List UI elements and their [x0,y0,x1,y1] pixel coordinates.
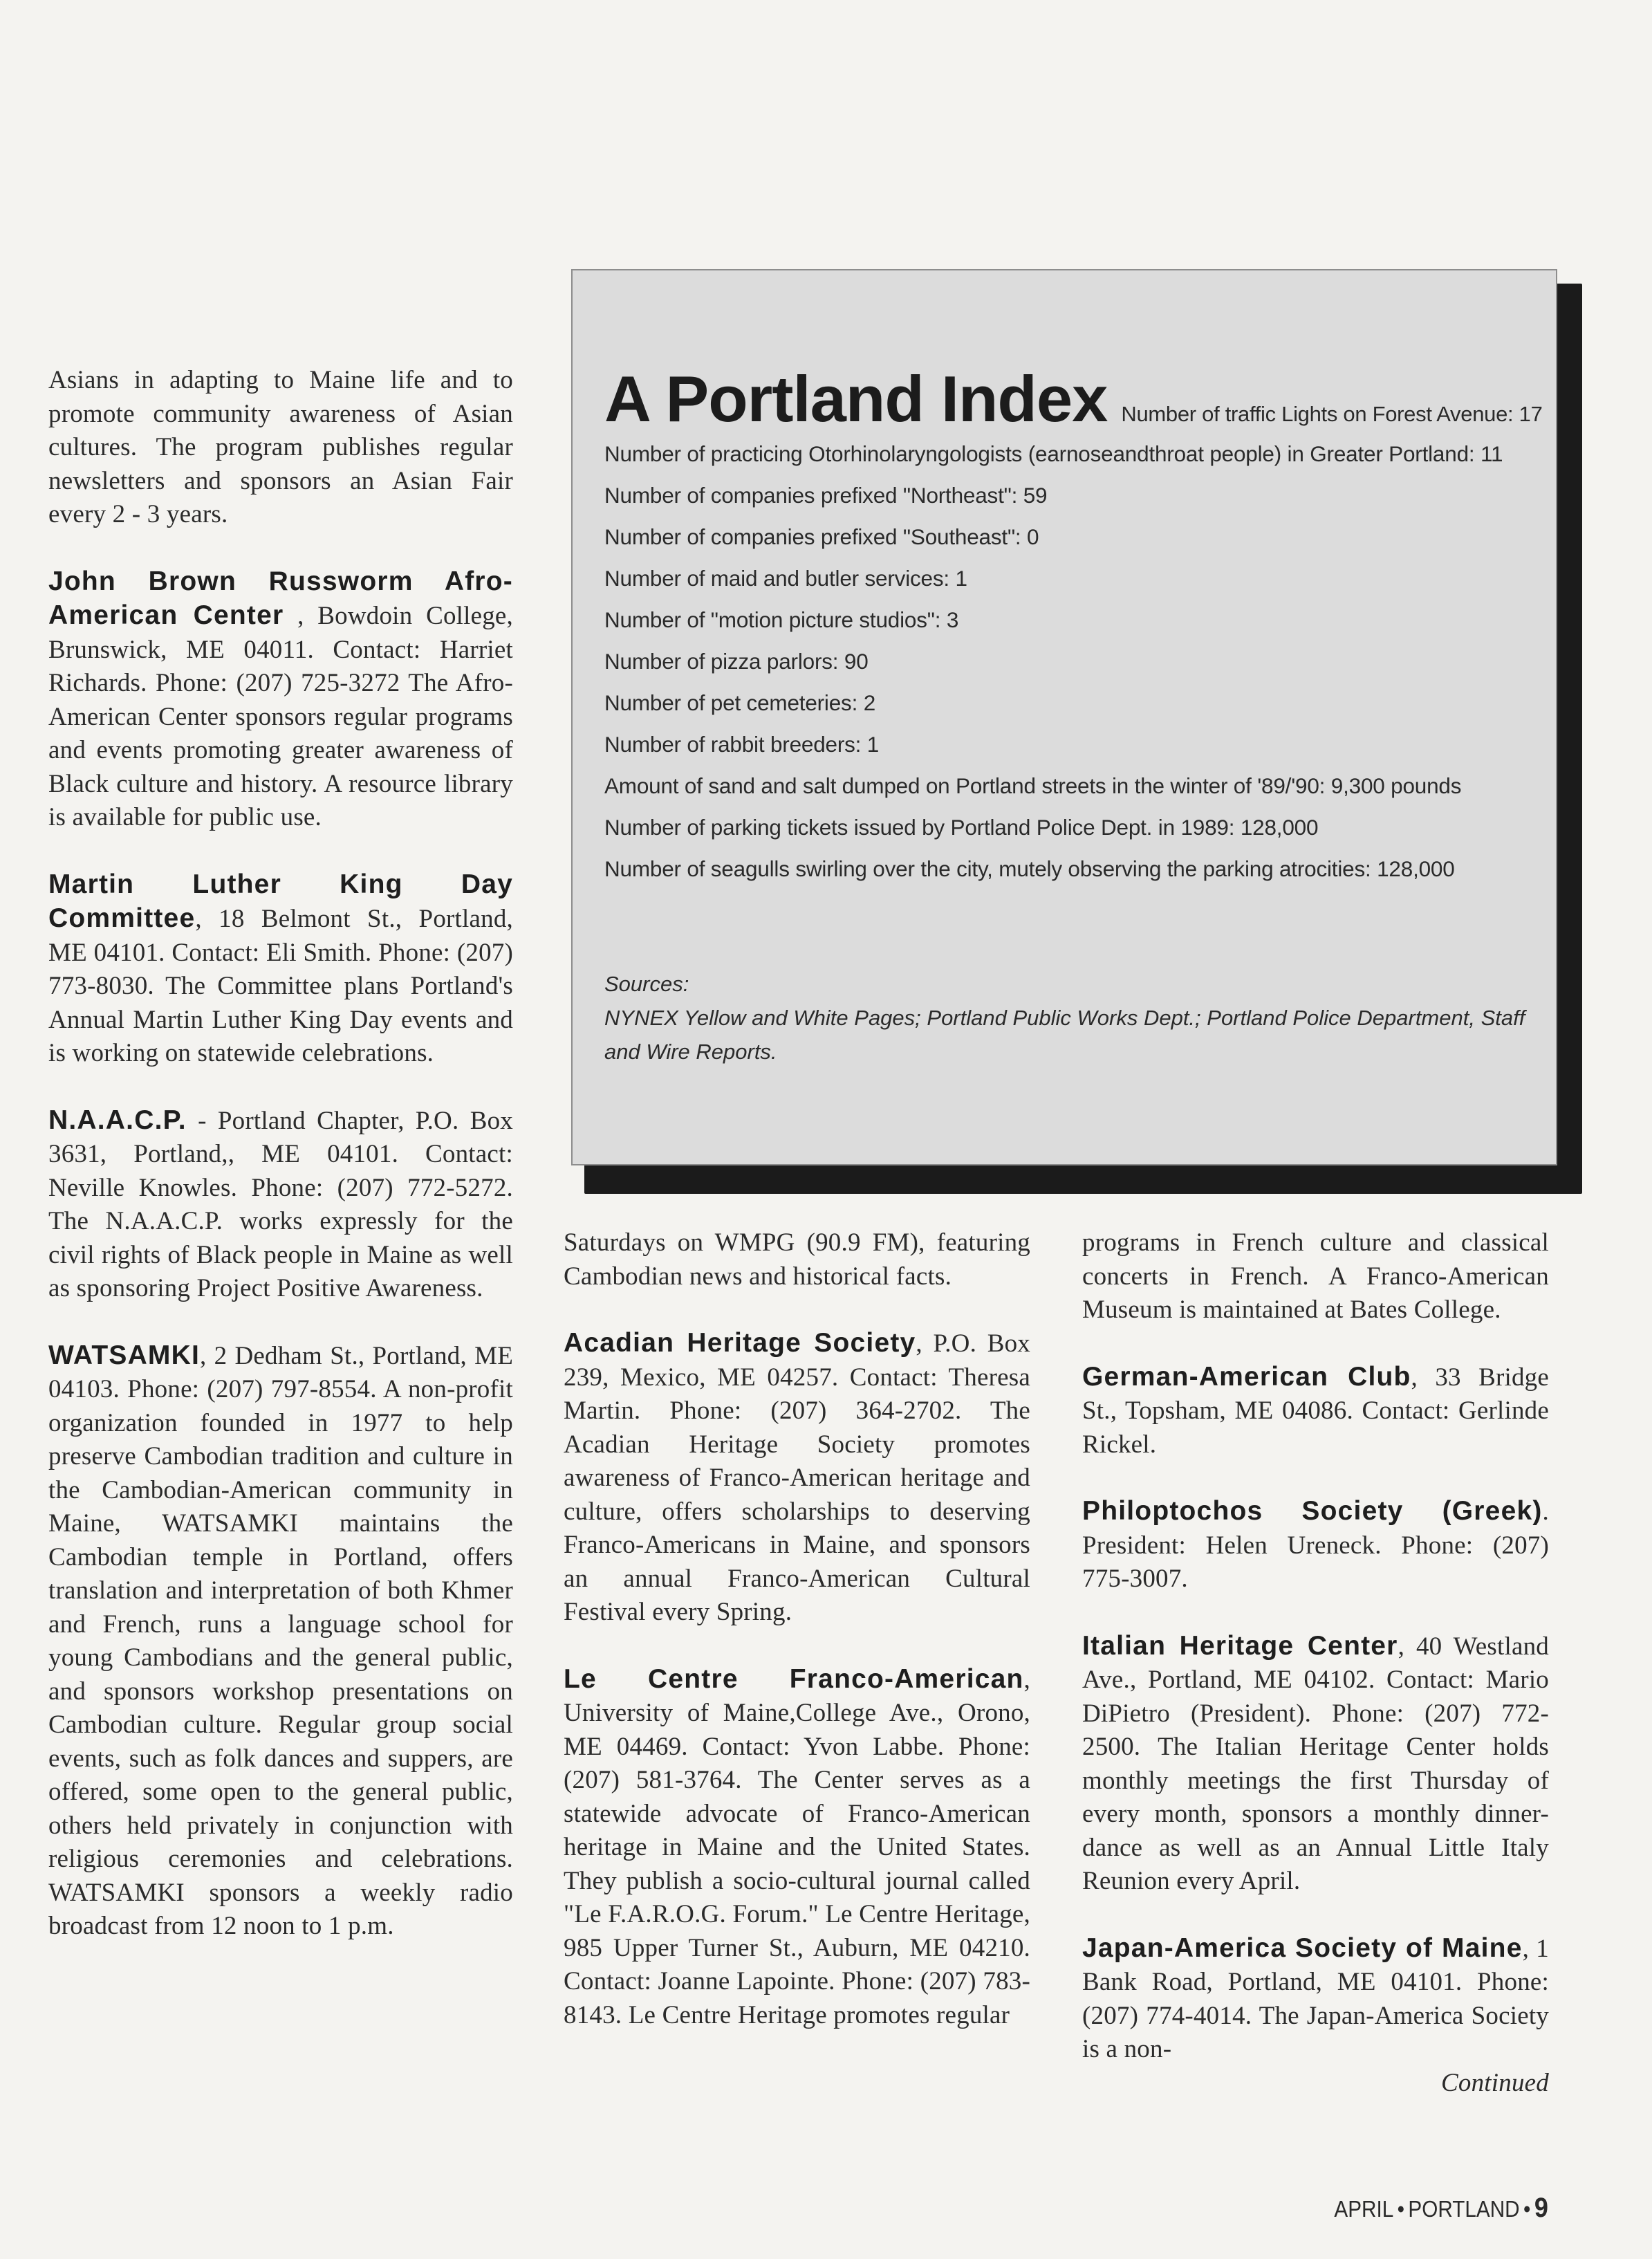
organization-details: , 40 Westland Ave., Portland, ME 04102. Contact: Mario DiPietro (President). Phone: (207) 772-2500. The Italian Heritage Center holds monthly meetings the first Thursday of every month, sponsors a monthly dinner-dance as well as an Annual Little Italy Reunion every April. [1082,1632,1549,1895]
footer-month: APRIL [1334,2196,1394,2222]
organization-name: Le Centre Franco-American [564,1663,1024,1694]
organization-name: Japan-America Society of Maine [1082,1933,1523,1963]
listing-entry [48,1104,513,1306]
index-item: Amount of sand and salt dumped on Portland streets in the winter of '89/'90: 9,300 pounds [604,773,1462,798]
article-column-3 [1082,1226,1549,2100]
footer-magazine: PORTLAND [1408,2196,1520,2222]
index-item: Number of practicing Otorhinolaryngologists (earnoseandthroat people) in Greater Portland: 11 [604,441,1503,466]
index-item: Number of seagulls swirling over the city, mutely observing the parking atrocities: 128,000 [604,856,1455,881]
portland-index-box [571,269,1557,1165]
organization-details: . President: Helen Ureneck. Phone: (207) 775-3007. [1082,1497,1549,1593]
continued-label: Continued [1441,2068,1549,2097]
bullet-icon: • [1397,2196,1405,2222]
index-title: A Portland Index [604,362,1108,435]
index-item: Number of pizza parlors: 90 [604,649,869,674]
index-title-row [604,362,1543,436]
continued-paragraph: Asians in adapting to Maine life and to promote community awareness of Asian cultures. The program publishes regular newsletters and sponsors an Asian Fair every 2 - 3 years. [48,366,513,528]
continued-paragraph: Saturdays on WMPG (90.9 FM), featuring Cambodian news and historical facts. [564,1228,1030,1291]
organization-details: , 18 Belmont St., Portland, ME 04101. Contact: Eli Smith. Phone: (207) 773-8030. The Committee plans Portland's Annual Martin Luther King Day events and is working on statewide celebrations. [48,905,513,1067]
listing-entry [1082,1495,1549,1596]
bullet-icon: • [1523,2196,1531,2222]
organization-details: , 1 Bank Road, Portland, ME 04101. Phone: (207) 774-4014. The Japan-America Society is a non- [1082,1934,1549,2063]
organization-details: - Portland Chapter, P.O. Box 3631, Portland,, ME 04101. Contact: Neville Knowles. Phone: (207) 772-5272. The N.A.A.C.P. works expressly for the civil rights of Black people in Maine as well as sponsoring Project Positive Awareness. [48,1106,513,1302]
organization-details: , P.O. Box 239, Mexico, ME 04257. Contact: Theresa Martin. Phone: (207) 364-2702. The Acadian Heritage Society promotes awareness of Franco-American heritage and culture, offers scholarships to deserving Franco-Americans in Maine, and sponsors an annual Franco-American Cultural Festival every Spring. [564,1329,1030,1626]
index-item: Number of pet cemeteries: 2 [604,690,876,715]
page-footer [1335,2193,1548,2224]
listing-entry [564,1663,1030,2033]
index-item: Number of "motion picture studios": 3 [604,607,959,632]
index-list [604,437,1531,894]
page-number: 9 [1534,2193,1548,2223]
organization-name: Italian Heritage Center [1082,1630,1398,1661]
organization-details: , University of Maine,College Ave., Orono, ME 04469. Contact: Yvon Labbe. Phone: (207) 581-3764. The Center serves as a statewide advocate of Franco-American heritage in Maine and the United States. They publish a socio-cultural journal called "Le F.A.R.O.G. Forum." Le Centre Heritage, 985 Upper Turner St., Auburn, ME 04210. Contact: Joanne Lapointe. Phone: (207) 783-8143. Le Centre Heritage promotes regular [564,1665,1030,2029]
index-item: Number of companies prefixed "Southeast": 0 [604,524,1039,549]
organization-name: Acadian Heritage Society [564,1328,916,1358]
continued-paragraph: programs in French culture and classical concerts in French. A Franco-American Museum is maintained at Bates College. [1082,1228,1549,1324]
listing-entry [48,1339,513,1944]
listing-entry [48,868,513,1071]
organization-details: , 2 Dedham St., Portland, ME 04103. Phone: (207) 797-8554. A non-profit organization founded in 1977 to help preserve Cambodian tradition and culture in the Cambodian-American community in Maine, WATSAMKI maintains the Cambodian temple in Portland, offers translation and interpretation of both Khmer and French, runs a language school for young Cambodians and the general public, and sponsors workshop presentations on Cambodian culture. Regular group social events, such as folk dances and suppers, are offered, some open to the general public, others held privately in conjunction with religious ceremonies and celebrations. WATSAMKI sponsors a weekly radio broadcast from 12 noon to 1 p.m. [48,1341,513,1940]
index-item: Number of traffic Lights on Forest Avenue: 17 [1121,402,1543,426]
organization-name: German-American Club [1082,1361,1411,1392]
organization-name: John Brown Russworm Afro-American Center [48,566,513,630]
listing-entry [1082,1932,1549,2101]
organization-name: Philoptochos Society (Greek) [1082,1496,1543,1526]
index-item: Number of companies prefixed "Northeast": 59 [604,483,1048,508]
listing-entry [564,1327,1030,1630]
organization-name: N.A.A.C.P. [48,1105,187,1135]
listing-entry [48,565,513,835]
sources-text: NYNEX Yellow and White Pages; Portland Public Works Dept.; Portland Police Department, Staff and Wire Reports. [604,1006,1525,1064]
article-column-1 [48,364,513,1944]
organization-details: , Bowdoin College, Brunswick, ME 04011. Contact: Harriet Richards. Phone: (207) 725-3272 The Afro-American Center sponsors regular programs and events promoting greater awareness of Black culture and history. A resource library is available for public use. [48,602,513,831]
index-item: Number of maid and butler services: 1 [604,566,967,591]
sources-label: Sources: [604,972,689,996]
index-item: Number of parking tickets issued by Portland Police Dept. in 1989: 128,000 [604,815,1319,840]
index-item: Number of rabbit breeders: 1 [604,732,880,757]
article-column-2 [564,1226,1030,2032]
organization-name: Martin Luther King Day Committee [48,869,513,933]
organization-details: , 33 Bridge St., Topsham, ME 04086. Contact: Gerlinde Rickel. [1082,1363,1550,1459]
index-sources [604,967,1531,1069]
listing-entry [1082,1630,1549,1899]
listing-entry [1082,1361,1549,1462]
organization-name: WATSAMKI [48,1340,201,1370]
